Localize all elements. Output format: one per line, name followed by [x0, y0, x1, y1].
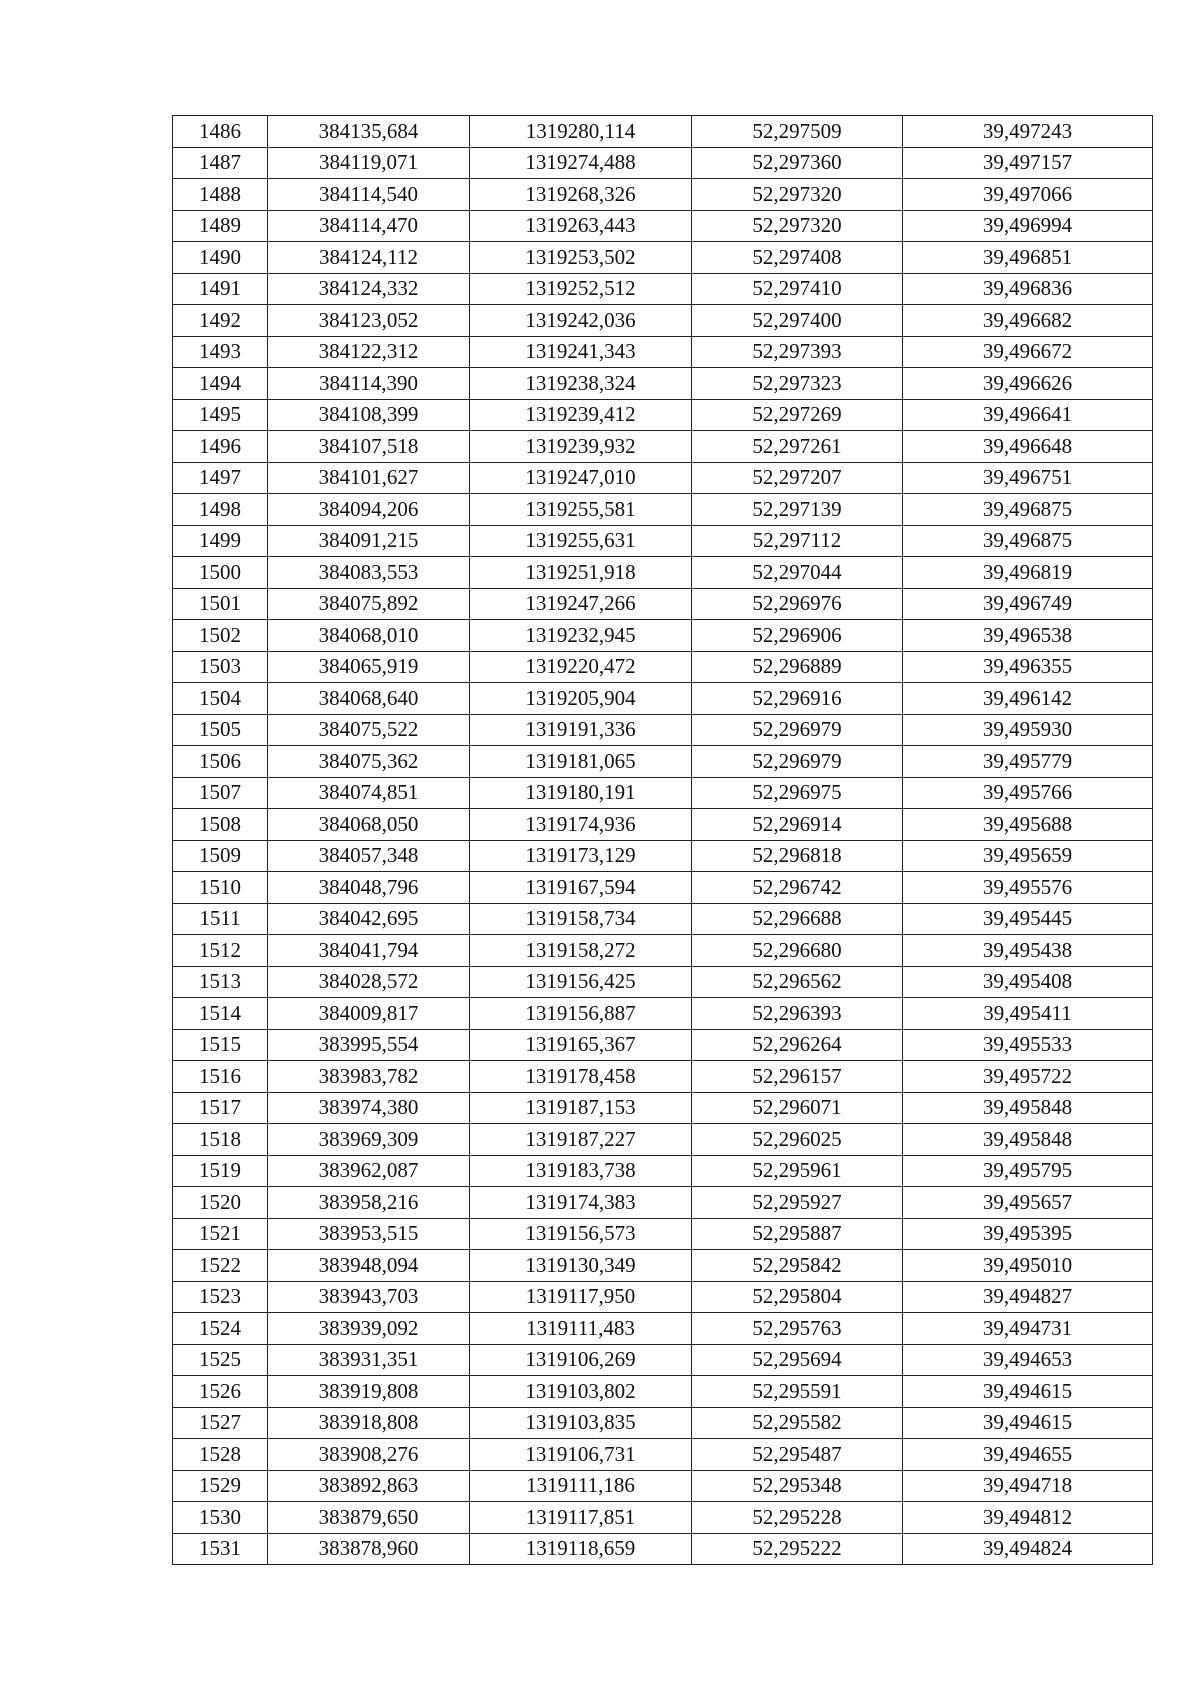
y-coordinate-cell: 1319158,272	[470, 935, 692, 967]
latitude-cell: 52,296562	[692, 966, 903, 998]
table-row	[173, 273, 1153, 305]
x-coordinate-cell: 384124,332	[268, 273, 470, 305]
point-number-cell: 1496	[173, 431, 268, 463]
y-coordinate-cell: 1319103,802	[470, 1376, 692, 1408]
x-coordinate-cell: 384123,052	[268, 305, 470, 337]
latitude-cell: 52,295842	[692, 1250, 903, 1282]
x-coordinate-cell: 384068,050	[268, 809, 470, 841]
x-coordinate-cell: 384042,695	[268, 903, 470, 935]
longitude-cell: 39,496641	[903, 399, 1153, 431]
x-coordinate-cell: 384041,794	[268, 935, 470, 967]
latitude-cell: 52,297393	[692, 336, 903, 368]
x-coordinate-cell: 383948,094	[268, 1250, 470, 1282]
table-row	[173, 620, 1153, 652]
point-number-cell: 1515	[173, 1029, 268, 1061]
longitude-cell: 39,497066	[903, 179, 1153, 211]
latitude-cell: 52,296071	[692, 1092, 903, 1124]
table-row	[173, 683, 1153, 715]
latitude-cell: 52,297320	[692, 179, 903, 211]
point-number-cell: 1486	[173, 116, 268, 148]
x-coordinate-cell: 384124,112	[268, 242, 470, 274]
latitude-cell: 52,296393	[692, 998, 903, 1030]
y-coordinate-cell: 1319255,581	[470, 494, 692, 526]
x-coordinate-cell: 384057,348	[268, 840, 470, 872]
table-row	[173, 714, 1153, 746]
longitude-cell: 39,495659	[903, 840, 1153, 872]
table-row	[173, 1187, 1153, 1219]
x-coordinate-cell: 384009,817	[268, 998, 470, 1030]
x-coordinate-cell: 384122,312	[268, 336, 470, 368]
table-row	[173, 1439, 1153, 1471]
point-number-cell: 1531	[173, 1533, 268, 1565]
y-coordinate-cell: 1319253,502	[470, 242, 692, 274]
table-row	[173, 588, 1153, 620]
y-coordinate-cell: 1319239,412	[470, 399, 692, 431]
table-row	[173, 872, 1153, 904]
y-coordinate-cell: 1319251,918	[470, 557, 692, 589]
x-coordinate-cell: 383995,554	[268, 1029, 470, 1061]
table-row	[173, 809, 1153, 841]
table-row	[173, 462, 1153, 494]
table-row	[173, 1281, 1153, 1313]
latitude-cell: 52,297400	[692, 305, 903, 337]
table-row	[173, 431, 1153, 463]
longitude-cell: 39,496994	[903, 210, 1153, 242]
x-coordinate-cell: 384108,399	[268, 399, 470, 431]
y-coordinate-cell: 1319274,488	[470, 147, 692, 179]
point-number-cell: 1501	[173, 588, 268, 620]
latitude-cell: 52,297323	[692, 368, 903, 400]
y-coordinate-cell: 1319238,324	[470, 368, 692, 400]
x-coordinate-cell: 384083,553	[268, 557, 470, 589]
longitude-cell: 39,496751	[903, 462, 1153, 494]
point-number-cell: 1495	[173, 399, 268, 431]
point-number-cell: 1494	[173, 368, 268, 400]
x-coordinate-cell: 384119,071	[268, 147, 470, 179]
longitude-cell: 39,496875	[903, 525, 1153, 557]
point-number-cell: 1524	[173, 1313, 268, 1345]
y-coordinate-cell: 1319205,904	[470, 683, 692, 715]
longitude-cell: 39,495848	[903, 1092, 1153, 1124]
point-number-cell: 1500	[173, 557, 268, 589]
longitude-cell: 39,495657	[903, 1187, 1153, 1219]
y-coordinate-cell: 1319255,631	[470, 525, 692, 557]
latitude-cell: 52,297269	[692, 399, 903, 431]
longitude-cell: 39,494824	[903, 1533, 1153, 1565]
point-number-cell: 1505	[173, 714, 268, 746]
y-coordinate-cell: 1319191,336	[470, 714, 692, 746]
longitude-cell: 39,496819	[903, 557, 1153, 589]
x-coordinate-cell: 384028,572	[268, 966, 470, 998]
y-coordinate-cell: 1319280,114	[470, 116, 692, 148]
longitude-cell: 39,494615	[903, 1407, 1153, 1439]
table-row	[173, 777, 1153, 809]
point-number-cell: 1528	[173, 1439, 268, 1471]
latitude-cell: 52,297139	[692, 494, 903, 526]
latitude-cell: 52,295591	[692, 1376, 903, 1408]
table-row	[173, 1407, 1153, 1439]
y-coordinate-cell: 1319178,458	[470, 1061, 692, 1093]
longitude-cell: 39,494615	[903, 1376, 1153, 1408]
y-coordinate-cell: 1319130,349	[470, 1250, 692, 1282]
latitude-cell: 52,295763	[692, 1313, 903, 1345]
x-coordinate-cell: 384068,640	[268, 683, 470, 715]
latitude-cell: 52,297509	[692, 116, 903, 148]
x-coordinate-cell: 383958,216	[268, 1187, 470, 1219]
y-coordinate-cell: 1319187,227	[470, 1124, 692, 1156]
longitude-cell: 39,497157	[903, 147, 1153, 179]
y-coordinate-cell: 1319180,191	[470, 777, 692, 809]
y-coordinate-cell: 1319220,472	[470, 651, 692, 683]
point-number-cell: 1521	[173, 1218, 268, 1250]
longitude-cell: 39,495688	[903, 809, 1153, 841]
longitude-cell: 39,494812	[903, 1502, 1153, 1534]
table-row	[173, 242, 1153, 274]
latitude-cell: 52,297044	[692, 557, 903, 589]
table-row	[173, 1344, 1153, 1376]
x-coordinate-cell: 384091,215	[268, 525, 470, 557]
x-coordinate-cell: 383974,380	[268, 1092, 470, 1124]
table-row	[173, 116, 1153, 148]
point-number-cell: 1498	[173, 494, 268, 526]
y-coordinate-cell: 1319117,950	[470, 1281, 692, 1313]
latitude-cell: 52,296976	[692, 588, 903, 620]
longitude-cell: 39,495930	[903, 714, 1153, 746]
y-coordinate-cell: 1319241,343	[470, 336, 692, 368]
x-coordinate-cell: 383931,351	[268, 1344, 470, 1376]
longitude-cell: 39,496355	[903, 651, 1153, 683]
x-coordinate-cell: 383969,309	[268, 1124, 470, 1156]
y-coordinate-cell: 1319165,367	[470, 1029, 692, 1061]
point-number-cell: 1488	[173, 179, 268, 211]
latitude-cell: 52,296889	[692, 651, 903, 683]
point-number-cell: 1493	[173, 336, 268, 368]
longitude-cell: 39,495010	[903, 1250, 1153, 1282]
y-coordinate-cell: 1319183,738	[470, 1155, 692, 1187]
x-coordinate-cell: 383983,782	[268, 1061, 470, 1093]
point-number-cell: 1502	[173, 620, 268, 652]
table-row	[173, 557, 1153, 589]
x-coordinate-cell: 383953,515	[268, 1218, 470, 1250]
table-row	[173, 1092, 1153, 1124]
coordinates-table	[172, 115, 1153, 1565]
x-coordinate-cell: 384048,796	[268, 872, 470, 904]
point-number-cell: 1526	[173, 1376, 268, 1408]
longitude-cell: 39,496836	[903, 273, 1153, 305]
table-row	[173, 1376, 1153, 1408]
table-row	[173, 368, 1153, 400]
latitude-cell: 52,297112	[692, 525, 903, 557]
table-row	[173, 840, 1153, 872]
longitude-cell: 39,495795	[903, 1155, 1153, 1187]
table-row	[173, 1029, 1153, 1061]
x-coordinate-cell: 384065,919	[268, 651, 470, 683]
y-coordinate-cell: 1319106,731	[470, 1439, 692, 1471]
y-coordinate-cell: 1319187,153	[470, 1092, 692, 1124]
longitude-cell: 39,496538	[903, 620, 1153, 652]
longitude-cell: 39,497243	[903, 116, 1153, 148]
point-number-cell: 1510	[173, 872, 268, 904]
point-number-cell: 1503	[173, 651, 268, 683]
latitude-cell: 52,295694	[692, 1344, 903, 1376]
table-row	[173, 1502, 1153, 1534]
point-number-cell: 1507	[173, 777, 268, 809]
y-coordinate-cell: 1319247,266	[470, 588, 692, 620]
y-coordinate-cell: 1319239,932	[470, 431, 692, 463]
point-number-cell: 1522	[173, 1250, 268, 1282]
y-coordinate-cell: 1319263,443	[470, 210, 692, 242]
x-coordinate-cell: 384075,522	[268, 714, 470, 746]
y-coordinate-cell: 1319103,835	[470, 1407, 692, 1439]
table-row	[173, 210, 1153, 242]
point-number-cell: 1520	[173, 1187, 268, 1219]
longitude-cell: 39,496626	[903, 368, 1153, 400]
table-row	[173, 1218, 1153, 1250]
point-number-cell: 1499	[173, 525, 268, 557]
longitude-cell: 39,495722	[903, 1061, 1153, 1093]
table-row	[173, 903, 1153, 935]
x-coordinate-cell: 384114,390	[268, 368, 470, 400]
point-number-cell: 1523	[173, 1281, 268, 1313]
y-coordinate-cell: 1319181,065	[470, 746, 692, 778]
x-coordinate-cell: 384094,206	[268, 494, 470, 526]
longitude-cell: 39,494718	[903, 1470, 1153, 1502]
latitude-cell: 52,295961	[692, 1155, 903, 1187]
point-number-cell: 1525	[173, 1344, 268, 1376]
x-coordinate-cell: 384135,684	[268, 116, 470, 148]
latitude-cell: 52,297207	[692, 462, 903, 494]
point-number-cell: 1529	[173, 1470, 268, 1502]
point-number-cell: 1514	[173, 998, 268, 1030]
table-row	[173, 966, 1153, 998]
longitude-cell: 39,495408	[903, 966, 1153, 998]
table-row	[173, 1470, 1153, 1502]
longitude-cell: 39,496648	[903, 431, 1153, 463]
latitude-cell: 52,296979	[692, 714, 903, 746]
longitude-cell: 39,496851	[903, 242, 1153, 274]
y-coordinate-cell: 1319156,425	[470, 966, 692, 998]
longitude-cell: 39,495779	[903, 746, 1153, 778]
point-number-cell: 1492	[173, 305, 268, 337]
point-number-cell: 1512	[173, 935, 268, 967]
point-number-cell: 1508	[173, 809, 268, 841]
point-number-cell: 1506	[173, 746, 268, 778]
point-number-cell: 1518	[173, 1124, 268, 1156]
point-number-cell: 1511	[173, 903, 268, 935]
table-row	[173, 651, 1153, 683]
longitude-cell: 39,495411	[903, 998, 1153, 1030]
y-coordinate-cell: 1319174,383	[470, 1187, 692, 1219]
y-coordinate-cell: 1319242,036	[470, 305, 692, 337]
longitude-cell: 39,496682	[903, 305, 1153, 337]
latitude-cell: 52,295582	[692, 1407, 903, 1439]
latitude-cell: 52,296979	[692, 746, 903, 778]
latitude-cell: 52,297261	[692, 431, 903, 463]
point-number-cell: 1490	[173, 242, 268, 274]
y-coordinate-cell: 1319106,269	[470, 1344, 692, 1376]
latitude-cell: 52,297410	[692, 273, 903, 305]
latitude-cell: 52,295348	[692, 1470, 903, 1502]
table-row	[173, 179, 1153, 211]
table-row	[173, 1061, 1153, 1093]
x-coordinate-cell: 384114,540	[268, 179, 470, 211]
longitude-cell: 39,495445	[903, 903, 1153, 935]
longitude-cell: 39,494827	[903, 1281, 1153, 1313]
y-coordinate-cell: 1319117,851	[470, 1502, 692, 1534]
latitude-cell: 52,295804	[692, 1281, 903, 1313]
longitude-cell: 39,494653	[903, 1344, 1153, 1376]
latitude-cell: 52,296264	[692, 1029, 903, 1061]
y-coordinate-cell: 1319252,512	[470, 273, 692, 305]
point-number-cell: 1489	[173, 210, 268, 242]
table-row	[173, 399, 1153, 431]
table-row	[173, 1124, 1153, 1156]
latitude-cell: 52,296680	[692, 935, 903, 967]
point-number-cell: 1487	[173, 147, 268, 179]
latitude-cell: 52,296914	[692, 809, 903, 841]
point-number-cell: 1517	[173, 1092, 268, 1124]
y-coordinate-cell: 1319111,186	[470, 1470, 692, 1502]
table-row	[173, 494, 1153, 526]
table-row	[173, 1533, 1153, 1565]
point-number-cell: 1516	[173, 1061, 268, 1093]
longitude-cell: 39,495438	[903, 935, 1153, 967]
table-row	[173, 935, 1153, 967]
y-coordinate-cell: 1319156,887	[470, 998, 692, 1030]
x-coordinate-cell: 384075,892	[268, 588, 470, 620]
table-row	[173, 1250, 1153, 1282]
latitude-cell: 52,296818	[692, 840, 903, 872]
y-coordinate-cell: 1319173,129	[470, 840, 692, 872]
point-number-cell: 1497	[173, 462, 268, 494]
x-coordinate-cell: 383879,650	[268, 1502, 470, 1534]
latitude-cell: 52,296025	[692, 1124, 903, 1156]
y-coordinate-cell: 1319247,010	[470, 462, 692, 494]
coordinates-table-body	[173, 116, 1153, 1565]
latitude-cell: 52,296742	[692, 872, 903, 904]
longitude-cell: 39,494731	[903, 1313, 1153, 1345]
x-coordinate-cell: 383908,276	[268, 1439, 470, 1471]
table-row	[173, 147, 1153, 179]
point-number-cell: 1509	[173, 840, 268, 872]
x-coordinate-cell: 384114,470	[268, 210, 470, 242]
longitude-cell: 39,495766	[903, 777, 1153, 809]
table-row	[173, 305, 1153, 337]
latitude-cell: 52,297320	[692, 210, 903, 242]
point-number-cell: 1519	[173, 1155, 268, 1187]
x-coordinate-cell: 384075,362	[268, 746, 470, 778]
x-coordinate-cell: 384074,851	[268, 777, 470, 809]
point-number-cell: 1491	[173, 273, 268, 305]
longitude-cell: 39,495576	[903, 872, 1153, 904]
x-coordinate-cell: 383878,960	[268, 1533, 470, 1565]
x-coordinate-cell: 384101,627	[268, 462, 470, 494]
latitude-cell: 52,296688	[692, 903, 903, 935]
x-coordinate-cell: 383918,808	[268, 1407, 470, 1439]
point-number-cell: 1513	[173, 966, 268, 998]
latitude-cell: 52,295228	[692, 1502, 903, 1534]
longitude-cell: 39,496142	[903, 683, 1153, 715]
y-coordinate-cell: 1319232,945	[470, 620, 692, 652]
y-coordinate-cell: 1319167,594	[470, 872, 692, 904]
latitude-cell: 52,296975	[692, 777, 903, 809]
latitude-cell: 52,295487	[692, 1439, 903, 1471]
x-coordinate-cell: 384107,518	[268, 431, 470, 463]
table-row	[173, 1155, 1153, 1187]
longitude-cell: 39,496672	[903, 336, 1153, 368]
table-row	[173, 525, 1153, 557]
longitude-cell: 39,496875	[903, 494, 1153, 526]
x-coordinate-cell: 384068,010	[268, 620, 470, 652]
latitude-cell: 52,295222	[692, 1533, 903, 1565]
latitude-cell: 52,297360	[692, 147, 903, 179]
latitude-cell: 52,296906	[692, 620, 903, 652]
y-coordinate-cell: 1319118,659	[470, 1533, 692, 1565]
point-number-cell: 1527	[173, 1407, 268, 1439]
latitude-cell: 52,297408	[692, 242, 903, 274]
longitude-cell: 39,495395	[903, 1218, 1153, 1250]
longitude-cell: 39,496749	[903, 588, 1153, 620]
y-coordinate-cell: 1319158,734	[470, 903, 692, 935]
table-row	[173, 998, 1153, 1030]
latitude-cell: 52,295887	[692, 1218, 903, 1250]
y-coordinate-cell: 1319174,936	[470, 809, 692, 841]
latitude-cell: 52,296916	[692, 683, 903, 715]
latitude-cell: 52,295927	[692, 1187, 903, 1219]
point-number-cell: 1504	[173, 683, 268, 715]
y-coordinate-cell: 1319111,483	[470, 1313, 692, 1345]
x-coordinate-cell: 383943,703	[268, 1281, 470, 1313]
x-coordinate-cell: 383892,863	[268, 1470, 470, 1502]
table-row	[173, 1313, 1153, 1345]
x-coordinate-cell: 383939,092	[268, 1313, 470, 1345]
x-coordinate-cell: 383962,087	[268, 1155, 470, 1187]
y-coordinate-cell: 1319268,326	[470, 179, 692, 211]
y-coordinate-cell: 1319156,573	[470, 1218, 692, 1250]
longitude-cell: 39,495533	[903, 1029, 1153, 1061]
x-coordinate-cell: 383919,808	[268, 1376, 470, 1408]
latitude-cell: 52,296157	[692, 1061, 903, 1093]
point-number-cell: 1530	[173, 1502, 268, 1534]
longitude-cell: 39,495848	[903, 1124, 1153, 1156]
longitude-cell: 39,494655	[903, 1439, 1153, 1471]
table-row	[173, 746, 1153, 778]
table-row	[173, 336, 1153, 368]
